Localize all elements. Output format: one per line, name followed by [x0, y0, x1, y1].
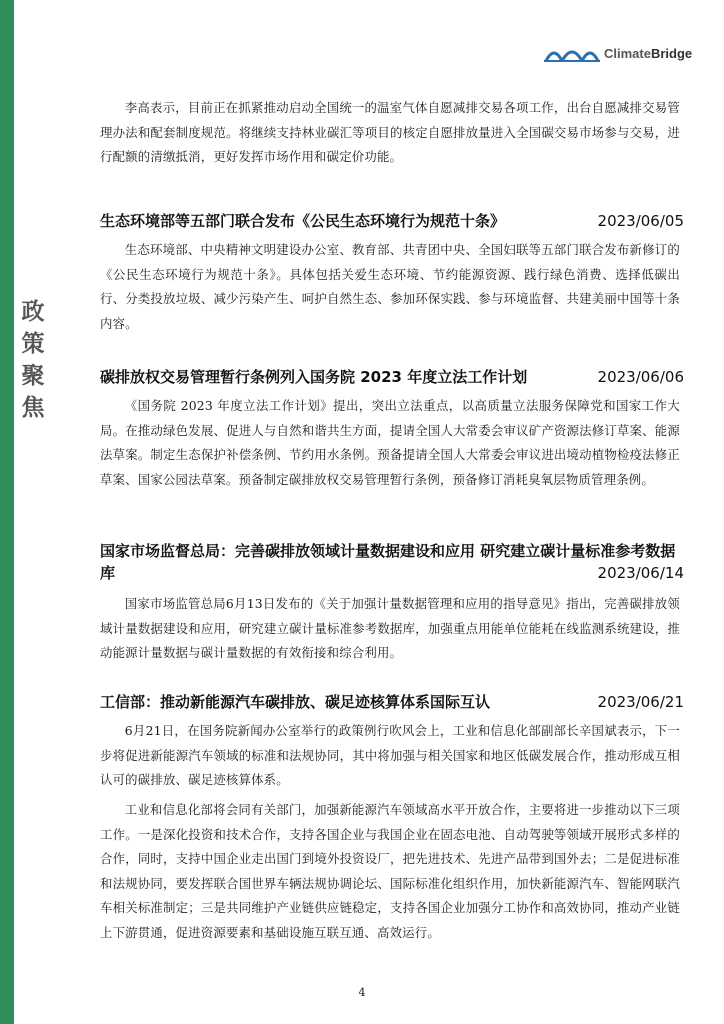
article-title: 国家市场监督总局：完善碳排放领域计量数据建设和应用 研究建立碳计量标准参考数据库 2023/06/14: [100, 542, 684, 582]
logo-text: ClimateBridge: [604, 45, 693, 61]
section-label: 政策聚焦: [21, 298, 45, 421]
article-paragraph: 6月21日，在国务院新闻办公室举行的政策例行吹风会上，工业和信息化部副部长辛国斌表示，下一步将促进新能源汽车领域的标准和法规协同，其中将加强与相关国家和地区低碳发展合作，推动形成互相认可的碳排放、碳足迹核算体系。: [100, 723, 680, 787]
logo: [544, 42, 692, 64]
article-paragraph: 《国务院 2023 年度立法工作计划》提出，突出立法重点，以高质量立法服务保障党和国家工作大局。在推动绿色发展、促进人与自然和谐共生方面，提请全国人大常委会审议矿产资源法修订草案、能源法草案。制定生态保护补偿条例、节约用水条例。预备提请全国人大常委会审议进出境动植物检疫法修正草案、国家公园法草案。预备制定碳排放权交易管理暂行条例，预备修订消耗臭氧层物质管理条例。: [100, 398, 680, 487]
article-title: 碳排放权交易管理暂行条例列入国务院 2023 年度立法工作计划 2023/06/06: [100, 368, 684, 386]
article-paragraph: 工业和信息化部将会同有关部门，加强新能源汽车领域高水平开放合作，主要将进一步推动以下三项工作。一是深化投资和技术合作，支持各国企业与我国企业在固态电池、自动驾驶等领域开展形式多样的合作，同时，支持中国企业走出国门到境外投资设厂，把先进技术、先进产品带到国外去；二是促进标准和法规协同，要发挥联合国世界车辆法规协调论坛、国际标准化组织作用，加快新能源汽车、智能网联汽车相关标准制定；三是共同维护产业链供应链稳定，支持各国企业加强分工协作和高效协同，推动产业链上下游贯通，促进资源要素和基础设施互联互通、高效运行。: [100, 802, 680, 940]
climatebridge-arches-logo-icon: [544, 43, 600, 63]
article-date: 2023/06/21: [597, 693, 684, 711]
article-paragraph: 生态环境部、中央精神文明建设办公室、教育部、共青团中央、全国妇联等五部门联合发布新修订的《公民生态环境行为规范十条》。具体包括关爱生态环境、节约能源资源、践行绿色消费、选择低碳出行、分类投放垃圾、减少污染产生、呵护自然生态、参加环保实践、参与环境监督、共建美丽中国等十条内容。: [100, 242, 680, 331]
article-date: 2023/06/06: [597, 368, 684, 386]
article-date: 2023/06/05: [597, 212, 684, 230]
sidebar-bar: [0, 0, 14, 1024]
article-paragraph: 国家市场监管总局6月13日发布的《关于加强计量数据管理和应用的指导意见》指出，完善碳排放领域计量数据建设和应用，研究建立碳计量标准参考数据库，加强重点用能单位能耗在线监测系统建设，推动能源计量数据与碳计量数据的有效衔接和综合利用。: [100, 596, 680, 660]
intro-paragraph: 李高表示，目前正在抓紧推动启动全国统一的温室气体自愿减排交易各项工作，出台自愿减排交易管理办法和配套制度规范。将继续支持林业碳汇等项目的核定自愿排放量进入全国碳交易市场参与交易，进行配额的清缴抵消，更好发挥市场作用和碳定价功能。: [100, 100, 680, 164]
page-number: 4: [358, 986, 366, 999]
article-title: 工信部：推动新能源汽车碳排放、碳足迹核算体系国际互认 2023/06/21: [100, 693, 684, 711]
article-date: 2023/06/14: [597, 564, 684, 582]
article-title: 生态环境部等五部门联合发布《公民生态环境行为规范十条》 2023/06/05: [100, 212, 684, 230]
